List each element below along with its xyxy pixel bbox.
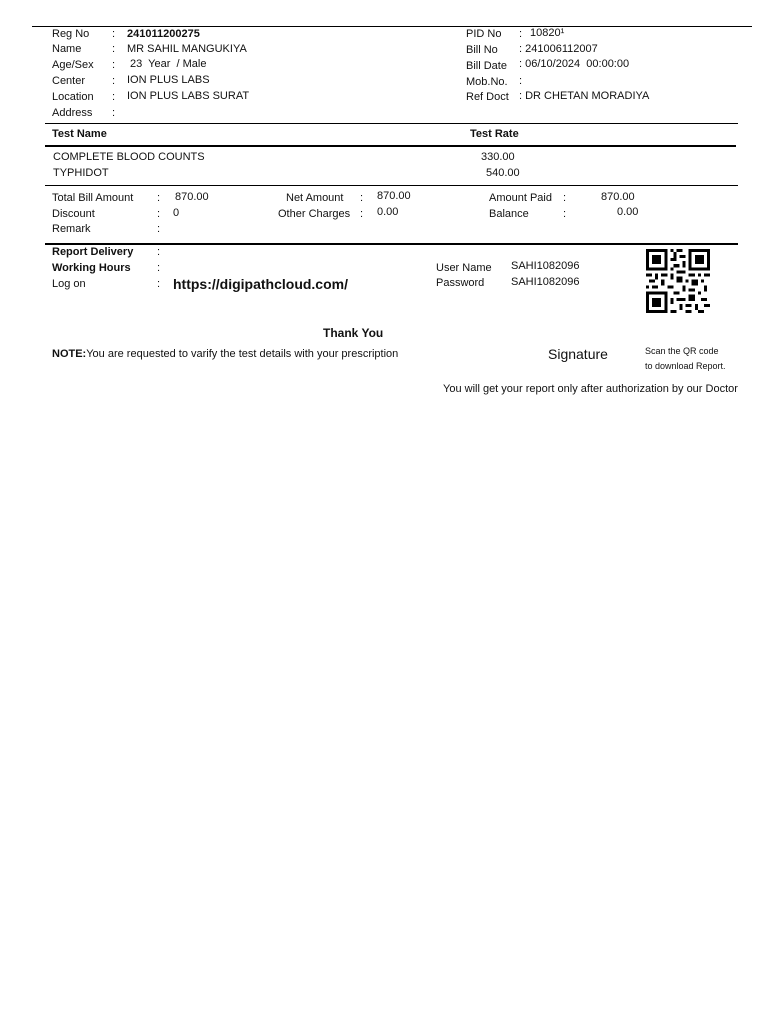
reg-no-value: 241011200275: [127, 28, 200, 40]
report-delivery-label: Report Delivery: [52, 246, 134, 258]
colon: :: [360, 192, 364, 204]
patient-name: MR SAHIL MANGUKIYA: [127, 43, 247, 55]
reg-no-label: Reg No: [52, 28, 90, 40]
test-name: COMPLETE BLOOD COUNTS: [53, 151, 205, 163]
colon: :: [157, 262, 161, 274]
ref-doct-label: Ref Doct: [466, 91, 509, 103]
table-bottom-rule: [45, 185, 738, 186]
discount-label: Discount: [52, 208, 95, 220]
test-rate-header: Test Rate: [470, 128, 519, 140]
table-header-rule: [45, 145, 736, 147]
test-name-header: Test Name: [52, 128, 107, 140]
balance-value: 0.00: [617, 206, 639, 218]
colon: :: [360, 208, 364, 220]
colon: :: [157, 208, 161, 220]
qr-code-icon: [646, 249, 710, 313]
thank-you: Thank You: [323, 326, 384, 340]
password-value: SAHI1082096: [511, 276, 580, 288]
other-charges-label: Other Charges: [278, 208, 351, 220]
log-on-url[interactable]: https://digipathcloud.com/: [173, 276, 348, 292]
ref-doct-value: : DR CHETAN MORADIYA: [519, 90, 650, 102]
balance-label: Balance: [489, 208, 529, 220]
address-label: Address: [52, 107, 93, 119]
age-sex-value: 23 Year / Male: [130, 58, 207, 70]
bill-date-value: : 06/10/2024 00:00:00: [519, 58, 630, 70]
colon: :: [563, 208, 567, 220]
colon: :: [112, 43, 116, 55]
mob-label: Mob.No.: [466, 76, 508, 88]
net-amount-value: 870.00: [377, 190, 411, 202]
center-label: Center: [52, 75, 86, 87]
test-name: TYPHIDOT: [53, 167, 109, 179]
user-name-value: SAHI1082096: [511, 260, 580, 272]
pid-value: 10820¹: [530, 27, 565, 39]
working-hours-label: Working Hours: [52, 262, 131, 274]
bill-no-value: : 241006112007: [519, 43, 598, 55]
pid-label: PID No: [466, 28, 502, 40]
test-rate: 540.00: [486, 167, 520, 179]
colon: :: [563, 192, 567, 204]
bill-date-label: Bill Date: [466, 60, 507, 72]
colon: :: [157, 223, 161, 235]
colon: :: [112, 91, 116, 103]
qr-caption-line1: Scan the QR code: [645, 346, 719, 356]
location-value: ION PLUS LABS SURAT: [127, 90, 250, 102]
colon: :: [157, 246, 161, 258]
summary-bottom-rule: [45, 243, 738, 245]
name-label: Name: [52, 43, 82, 55]
colon: :: [112, 75, 116, 87]
note: [52, 348, 398, 361]
amount-paid-value: 870.00: [601, 191, 635, 203]
colon: :: [157, 278, 161, 290]
colon: :: [157, 192, 161, 204]
net-amount-label: Net Amount: [286, 192, 344, 204]
colon: :: [112, 28, 116, 40]
other-charges-value: 0.00: [377, 206, 399, 218]
table-top-rule: [45, 123, 738, 124]
password-label: Password: [436, 277, 485, 289]
authorization-note: You will get your report only after authorization by our Doctor: [443, 383, 738, 395]
qr-caption-line2: to download Report.: [645, 361, 726, 371]
log-on-label: Log on: [52, 278, 86, 290]
amount-paid-label: Amount Paid: [489, 192, 552, 204]
age-sex-label: Age/Sex: [52, 59, 94, 71]
colon: :: [112, 107, 116, 119]
signature-label: Signature: [548, 346, 608, 362]
test-rate: 330.00: [481, 151, 515, 163]
colon: :: [112, 59, 116, 71]
mob-value: :: [519, 75, 523, 87]
colon: :: [519, 28, 523, 40]
discount-value: 0: [173, 207, 180, 219]
top-rule: [32, 26, 752, 27]
remark-label: Remark: [52, 223, 91, 235]
bill-no-label: Bill No: [466, 44, 498, 56]
total-bill-value: 870.00: [175, 191, 209, 203]
center-value: ION PLUS LABS: [127, 74, 210, 86]
total-bill-label: Total Bill Amount: [52, 192, 134, 204]
note-text: You are requested to varify the test details with your prescription: [86, 348, 399, 360]
user-name-label: User Name: [436, 262, 492, 274]
note-label: NOTE:: [52, 348, 87, 360]
location-label: Location: [52, 91, 94, 103]
